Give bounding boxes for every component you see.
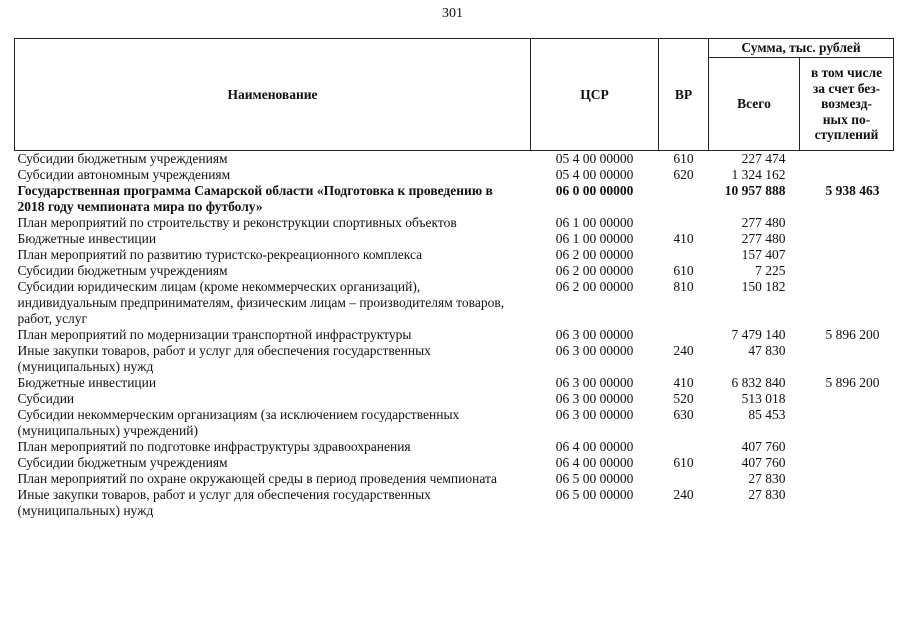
row-name: Иные закупки товаров, работ и услуг для обеспечения государственных (муниципальных) нужд xyxy=(17,487,431,518)
row-name: План мероприятий по строительству и реконструкции спортивных объектов xyxy=(17,215,457,230)
row-csr: 06 1 00 00000 xyxy=(555,231,634,246)
row-total: 27 830 xyxy=(748,471,786,486)
row-vr: 240 xyxy=(673,487,694,502)
table-row xyxy=(15,263,894,279)
row-free-receipts xyxy=(800,279,894,327)
header-free-line: за счет без- xyxy=(812,80,881,96)
table-body xyxy=(15,151,894,520)
row-csr: 06 1 00 00000 xyxy=(555,215,634,230)
table-row xyxy=(15,183,894,215)
row-csr: 06 3 00 00000 xyxy=(555,327,634,342)
row-csr: 06 5 00 00000 xyxy=(555,471,634,486)
row-free-receipts xyxy=(800,391,894,407)
row-csr: 06 2 00 00000 xyxy=(555,247,634,262)
row-free-receipts: 5 896 200 xyxy=(825,375,880,390)
table-row xyxy=(15,375,894,391)
row-free-receipts xyxy=(800,151,894,168)
row-name: Субсидии xyxy=(17,391,75,406)
table-row xyxy=(15,391,894,407)
row-vr: 620 xyxy=(673,167,694,182)
row-name: Государственная программа Самарской области «Подготовка к проведению в 2018 году чемпионата мира по футболу» xyxy=(17,183,493,214)
row-free-receipts: 5 938 463 xyxy=(825,183,880,198)
row-free-receipts xyxy=(800,247,894,263)
row-name: План мероприятий по развитию туристско-рекреационного комплекса xyxy=(17,247,423,262)
row-name: Бюджетные инвестиции xyxy=(17,231,157,246)
row-total: 1 324 162 xyxy=(731,167,786,182)
row-total: 7 479 140 xyxy=(731,327,786,342)
table-row xyxy=(15,471,894,487)
table-header xyxy=(15,39,894,151)
row-csr: 05 4 00 00000 xyxy=(555,151,634,166)
table-row xyxy=(15,279,894,327)
row-total: 85 453 xyxy=(748,407,786,422)
row-total: 407 760 xyxy=(741,439,786,454)
row-csr: 06 3 00 00000 xyxy=(555,391,634,406)
row-vr xyxy=(659,247,709,263)
row-vr xyxy=(659,327,709,343)
table-row xyxy=(15,151,894,168)
row-name: Бюджетные инвестиции xyxy=(17,375,157,390)
row-free-receipts xyxy=(800,439,894,455)
header-free-line: ных по- xyxy=(822,111,871,127)
row-total: 6 832 840 xyxy=(731,375,786,390)
row-name: Иные закупки товаров, работ и услуг для обеспечения государственных (муниципальных) нужд xyxy=(17,343,431,374)
row-csr: 06 3 00 00000 xyxy=(555,407,634,422)
row-total: 10 957 888 xyxy=(724,183,786,198)
row-vr: 410 xyxy=(673,231,694,246)
row-csr: 06 4 00 00000 xyxy=(555,455,634,470)
row-free-receipts: 5 896 200 xyxy=(825,327,880,342)
row-free-receipts xyxy=(800,471,894,487)
row-total: 227 474 xyxy=(741,151,786,166)
row-vr xyxy=(659,439,709,455)
table-row xyxy=(15,247,894,263)
row-vr: 630 xyxy=(673,407,694,422)
header-name: Наименование xyxy=(15,39,531,151)
header-free-line: ступлений xyxy=(814,127,879,143)
row-name: План мероприятий по модернизации транспортной инфраструктуры xyxy=(17,327,412,342)
table-row xyxy=(15,215,894,231)
row-csr: 06 2 00 00000 xyxy=(555,263,634,278)
row-free-receipts xyxy=(800,231,894,247)
row-free-receipts xyxy=(800,487,894,519)
header-vr: ВР xyxy=(659,39,709,151)
table-row xyxy=(15,407,894,439)
row-free-receipts xyxy=(800,455,894,471)
row-total: 407 760 xyxy=(741,455,786,470)
row-total: 150 182 xyxy=(741,279,786,294)
table-row xyxy=(15,439,894,455)
row-csr: 06 0 00 00000 xyxy=(555,183,634,198)
row-vr: 240 xyxy=(673,343,694,358)
row-total: 27 830 xyxy=(748,487,786,502)
row-csr: 06 5 00 00000 xyxy=(555,487,634,502)
table-row xyxy=(15,487,894,519)
page-number: 301 xyxy=(442,6,463,21)
table-row xyxy=(15,167,894,183)
row-free-receipts xyxy=(800,263,894,279)
row-total: 47 830 xyxy=(748,343,786,358)
row-csr: 06 4 00 00000 xyxy=(555,439,634,454)
row-vr xyxy=(659,471,709,487)
table-row xyxy=(15,455,894,471)
row-name: Субсидии бюджетным учреждениям xyxy=(17,455,228,470)
row-free-receipts xyxy=(800,167,894,183)
row-csr: 06 3 00 00000 xyxy=(555,375,634,390)
header-free-line: в том числе xyxy=(810,65,883,81)
row-vr xyxy=(659,215,709,231)
row-vr: 810 xyxy=(673,279,694,294)
header-csr: ЦСР xyxy=(531,39,659,151)
header-sum-group: Сумма, тыс. рублей xyxy=(709,39,894,58)
table-row xyxy=(15,343,894,375)
row-name: Субсидии некоммерческим организациям (за исключением государственных (муниципальных) учреждений) xyxy=(17,407,460,438)
row-name: Субсидии бюджетным учреждениям xyxy=(17,151,228,166)
budget-table xyxy=(14,38,894,519)
row-total: 157 407 xyxy=(741,247,786,262)
header-free-receipts xyxy=(800,58,894,151)
row-name: Субсидии юридическим лицам (кроме некоммерческих организаций), индивидуальным предпринимателям, физическим лицам – производителям товаров, работ, услуг xyxy=(17,279,505,326)
row-vr: 610 xyxy=(673,455,694,470)
row-name: Субсидии бюджетным учреждениям xyxy=(17,263,228,278)
table-row xyxy=(15,231,894,247)
header-total: Всего xyxy=(709,58,800,151)
row-csr: 05 4 00 00000 xyxy=(555,167,634,182)
row-vr: 410 xyxy=(673,375,694,390)
row-free-receipts xyxy=(800,343,894,375)
row-csr: 06 2 00 00000 xyxy=(555,279,634,294)
row-csr: 06 3 00 00000 xyxy=(555,343,634,358)
row-name: План мероприятий по подготовке инфраструктуры здравоохранения xyxy=(17,439,411,454)
header-free-line: возмезд- xyxy=(821,96,872,112)
row-free-receipts xyxy=(800,215,894,231)
table-row xyxy=(15,327,894,343)
row-total: 7 225 xyxy=(755,263,786,278)
row-total: 277 480 xyxy=(741,215,786,230)
row-total: 513 018 xyxy=(741,391,786,406)
row-name: План мероприятий по охране окружающей среды в период проведения чемпионата xyxy=(17,471,498,486)
row-name: Субсидии автономным учреждениям xyxy=(17,167,231,182)
row-vr: 610 xyxy=(673,263,694,278)
row-vr: 610 xyxy=(673,151,694,166)
row-vr xyxy=(659,183,709,215)
row-vr: 520 xyxy=(673,391,694,406)
row-free-receipts xyxy=(800,407,894,439)
row-total: 277 480 xyxy=(741,231,786,246)
